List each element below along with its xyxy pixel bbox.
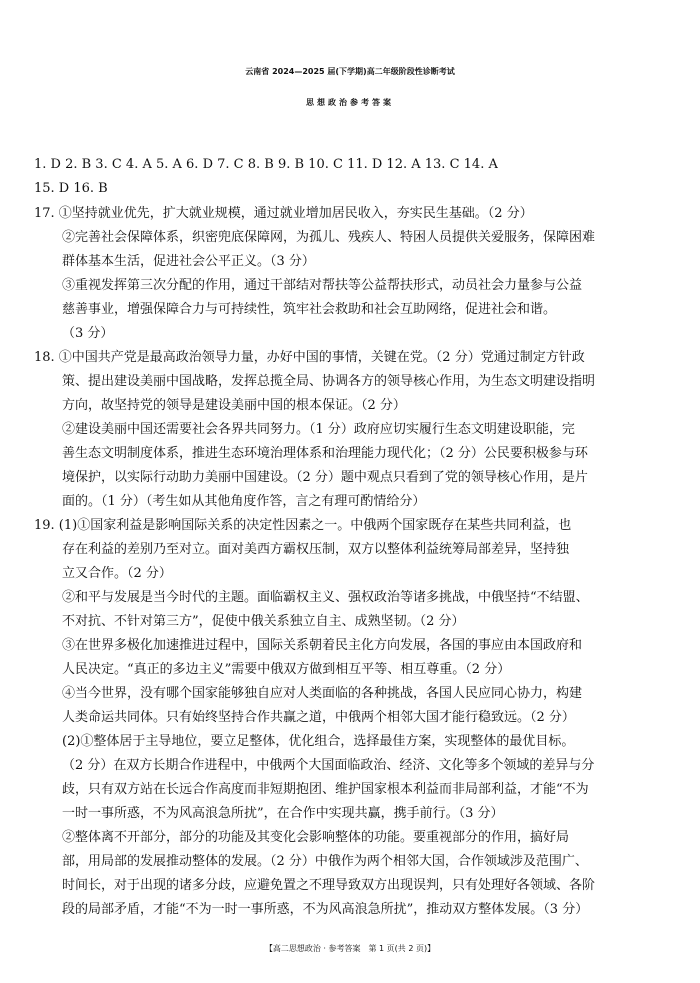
q19-part1-point-1: 19. (1)①国家利益是影响国际关系的决定性因素之一。中俄两个国家既存在某些共同利益，也 [34,518,572,533]
q18-point-1: 18. ①中国共产党是最高政治领导力量，办好中国的事情，关键在党。（2 分）党通过制定方针政 [34,350,585,365]
q17-point-3: ③重视发挥第三次分配的作用，通过干部结对帮扶等公益帮扶形式，动员社会力量参与公益 [62,278,583,293]
q19-text-line: 人民决定。“真正的多边主义”需要中俄双方做到相互平等、相互尊重。（2 分） [62,662,511,677]
q19-part2-point-2: ②整体离不开部分，部分的功能及其变化会影响整体的功能。要重视部分的作用，搞好局 [62,830,570,845]
q19-part1-point-2: ②和平与发展是当今时代的主题。面临霸权主义、强权政治等诸多挑战，中俄坚持“不结盟、 [62,590,589,605]
mc-answers-row-1: 1. D 2. B 3. C 4. A 5. A 6. D 7. C 8. B 9. B 10. C 11. D 12. A 13. C 14. A [34,157,498,172]
exam-title: 云南省 2024—2025 届(下学期)高二年级阶段性诊断考试 [245,67,455,76]
q19-text-line: （2 分）在双方长期合作进程中，中俄两个大国面临政治、经济、文化等多个领域的差异与分 [62,758,595,773]
q17-text-line: 群体基本生活，促进社会公平正义。（3 分） [62,254,315,269]
q17-text-line: 慈善事业，增强保障合力与可持续性，筑牢社会救助和社会互助网络，促进社会和谐。 [62,302,557,317]
q18-text-line: 方向，故坚持党的领导是建设美丽中国的根本保证。（2 分） [62,398,406,413]
q19-text-line: 部，用局部的发展推动整体的发展。（2 分）中俄作为两个相邻大国，合作领域涉及范围广、 [62,854,588,869]
q18-text-line: 策、提出建设美丽中国战略，发挥总揽全局、协调各方的领导核心作用，为生态文明建设指明 [62,374,596,389]
q19-text-line: 存在利益的差别乃至对立。面对美西方霸权压制，双方以整体利益统筹局部差异，坚持独 [62,542,570,557]
q19-text-line: 不对抗、不针对第三方”，促使中俄关系独立自主、成熟坚韧。（2 分） [62,614,465,629]
q19-text-line: 一时一事所惑，不为风高浪急所扰”，在合作中实现共赢，携手前行。（3 分） [62,806,504,821]
q18-point-2: ②建设美丽中国还需要社会各界共同努力。（1 分）政府应切实履行生态文明建设职能，完 [62,422,575,437]
q17-point-2: ②完善社会保障体系，织密兜底保障网，为孤儿、残疾人、特困人员提供关爱服务，保障困难 [62,230,596,245]
q19-text-line: 歧，只有双方站在长远合作高度而非短期抱团、维护国家根本利益而非局部利益，才能“不为 [62,782,589,797]
q17-text-line: （3 分） [62,326,114,341]
q19-part1-point-4: ④当今世界，没有哪个国家能够独自应对人类面临的各种挑战，各国人民应同心协力，构建 [62,686,583,701]
q19-text-line: 段的局部矛盾，才能“不为一时一事所惑，不为风高浪急所扰”，推动双方整体发展。（3 分） [62,902,589,917]
mc-answers-row-2: 15. D 16. B [34,181,108,196]
q19-part2-point-1: (2)①整体居于主导地位，要立足整体，优化组合，选择最佳方案，实现整体的最优目标。 [62,734,575,749]
q19-text-line: 时间长，对于出现的诸多分歧，应避免置之不理导致双方出现误判，只有处理好各领域、各阶 [62,878,596,893]
q19-text-line: 人类命运共同体。只有始终坚持合作共赢之道，中俄两个相邻大国才能行稳致远。（2 分） [62,710,575,725]
q17-point-1: 17. ①坚持就业优先，扩大就业规模，通过就业增加居民收入，夯实民生基础。（2 分） [34,206,533,221]
page-footer: 【高二思想政治 · 参考答案 第 1 页(共 2 页)】 [264,944,436,953]
q18-text-line: 善生态文明制度体系，推进生态环境治理体系和治理能力现代化；（2 分）公民要积极参与环 [62,446,588,461]
answer-key-title: 思想政治参考答案 [306,98,394,107]
q19-text-line: 立又合作。（2 分） [62,566,172,581]
q18-text-line: 境保护，以实际行动助力美丽中国建设。（2 分）题中观点只看到了党的领导核心作用，是片 [62,470,588,485]
q18-text-line: 面的。（1 分）（考生如从其他角度作答，言之有理可酌情给分） [62,494,426,509]
q19-part1-point-3: ③在世界多极化加速推进过程中，国际关系朝着民主化方向发展，各国的事应由本国政府和 [62,638,583,653]
